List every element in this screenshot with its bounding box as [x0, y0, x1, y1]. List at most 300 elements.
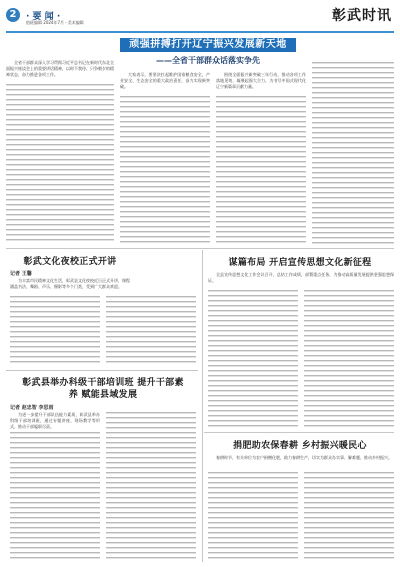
text-line — [312, 242, 394, 243]
text-line — [106, 447, 196, 448]
text-line — [208, 305, 298, 306]
text-line — [106, 361, 196, 362]
lead-headline: 顽强拼搏打开辽宁振兴发展新天地 — [120, 38, 296, 52]
text-line — [10, 532, 100, 533]
text-line — [120, 166, 210, 167]
text-line — [208, 527, 298, 528]
text-line — [216, 101, 306, 102]
text-line — [304, 380, 394, 381]
text-line — [208, 385, 298, 386]
text-line — [208, 502, 298, 503]
text-line — [6, 209, 114, 210]
text-line — [6, 84, 114, 85]
text-line — [120, 101, 210, 102]
text-line — [208, 310, 298, 311]
text-line — [312, 92, 394, 93]
text-line — [208, 487, 298, 488]
lead-paragraph: 围绕全面振兴新突破三年行动，推动各项工作落地见效，凝聚起强大合力，为书写中国式现代化辽宁新篇章贡献力量。 — [216, 72, 306, 89]
text-line — [106, 422, 196, 423]
lead-subtitle: ——全省干部群众话落实争先 — [156, 56, 260, 65]
text-line — [120, 156, 210, 157]
text-line — [6, 109, 114, 110]
text-line — [312, 167, 394, 168]
text-line — [312, 77, 394, 78]
text-line — [120, 211, 210, 212]
text-line — [10, 547, 100, 548]
text-line — [208, 537, 298, 538]
text-line — [208, 365, 298, 366]
text-line — [208, 415, 298, 416]
text-line — [6, 174, 114, 175]
text-line — [208, 375, 298, 376]
text-line — [216, 216, 306, 217]
text-line — [208, 345, 298, 346]
text-line — [106, 517, 196, 518]
text-line — [10, 361, 100, 362]
story-headline: 谋篇布局 开启宣传思想文化新征程 — [228, 258, 372, 268]
text-line — [10, 341, 100, 342]
text-line — [208, 370, 298, 371]
story-text — [208, 455, 394, 485]
text-line — [106, 502, 196, 503]
text-line — [6, 179, 114, 180]
text-line — [106, 321, 196, 322]
text-line — [216, 151, 306, 152]
text-line — [304, 537, 394, 538]
text-line — [304, 557, 394, 558]
story-text — [10, 278, 130, 318]
text-line — [106, 547, 196, 548]
text-line — [120, 96, 210, 97]
text-line — [10, 507, 100, 508]
section-title: · 要 闻 · — [26, 12, 61, 22]
text-line — [10, 477, 100, 478]
text-line — [6, 119, 114, 120]
text-line — [208, 507, 298, 508]
text-line — [10, 457, 100, 458]
text-line — [6, 94, 114, 95]
text-line — [120, 171, 210, 172]
text-line — [208, 325, 298, 326]
text-line — [216, 156, 306, 157]
text-line — [304, 507, 394, 508]
lead-paragraph: 全省干部群众深入学习贯彻习近平总书记在新时代东北全面振兴座谈会上的重要讲话精神，以时不我待、只争朝夕的精神状态，奋力推进各项工作。 — [6, 60, 114, 77]
text-line — [208, 492, 298, 493]
text-line — [304, 425, 394, 426]
text-line — [216, 126, 306, 127]
text-line — [312, 202, 394, 203]
text-line — [6, 159, 114, 160]
text-line — [6, 189, 114, 190]
text-line — [120, 161, 210, 162]
text-line — [216, 206, 306, 207]
text-line — [304, 355, 394, 356]
text-line — [208, 547, 298, 548]
text-line — [312, 102, 394, 103]
text-line — [10, 537, 100, 538]
page-number-badge: 2 — [6, 8, 20, 22]
text-line — [6, 139, 114, 140]
text-line — [106, 346, 196, 347]
text-line — [6, 199, 114, 200]
text-line — [120, 186, 210, 187]
text-line — [106, 467, 196, 468]
text-line — [6, 204, 114, 205]
story-divider — [204, 432, 394, 433]
text-line — [120, 146, 210, 147]
text-line — [10, 331, 100, 332]
text-line — [10, 467, 100, 468]
text-line — [6, 144, 114, 145]
text-line — [312, 107, 394, 108]
text-line — [304, 320, 394, 321]
text-line — [10, 522, 100, 523]
text-line — [106, 351, 196, 352]
text-line — [304, 487, 394, 488]
text-line — [208, 512, 298, 513]
text-line — [106, 356, 196, 357]
text-line — [120, 236, 210, 237]
text-line — [312, 222, 394, 223]
text-line — [106, 492, 196, 493]
text-line — [120, 116, 210, 117]
text-line — [304, 410, 394, 411]
text-line — [10, 346, 100, 347]
text-line — [208, 425, 298, 426]
text-line — [312, 112, 394, 113]
text-line — [304, 522, 394, 523]
text-line — [6, 114, 114, 115]
text-line — [208, 400, 298, 401]
text-line — [216, 131, 306, 132]
text-line — [6, 184, 114, 185]
story-byline: 记者 赵忠智 李思雨 — [10, 405, 54, 411]
text-line — [312, 212, 394, 213]
text-line — [312, 67, 394, 68]
text-line — [304, 375, 394, 376]
text-line — [10, 497, 100, 498]
text-line — [106, 452, 196, 453]
text-line — [216, 191, 306, 192]
text-line — [106, 477, 196, 478]
text-line — [6, 134, 114, 135]
text-line — [216, 186, 306, 187]
text-line — [312, 172, 394, 173]
text-line — [6, 219, 114, 220]
text-line — [106, 417, 196, 418]
text-line — [304, 405, 394, 406]
text-line — [6, 154, 114, 155]
story-text — [10, 412, 100, 452]
text-line — [120, 111, 210, 112]
text-line — [120, 231, 210, 232]
text-line — [304, 330, 394, 331]
text-line — [6, 194, 114, 195]
text-line — [120, 221, 210, 222]
editor-meta: 值班编辑 2024年7月 · 美术编辑 — [26, 20, 84, 25]
lead-paragraph: 大家表示，要坚决扛起维护国家粮食安全、产业安全、生态安全的重大政治责任，奋力实现新突破。 — [120, 72, 210, 89]
text-line — [304, 325, 394, 326]
text-line — [216, 176, 306, 177]
text-line — [312, 137, 394, 138]
text-line — [312, 182, 394, 183]
text-line — [10, 557, 100, 558]
text-line — [208, 340, 298, 341]
text-line — [208, 330, 298, 331]
text-line — [304, 492, 394, 493]
text-line — [216, 171, 306, 172]
text-line — [10, 482, 100, 483]
text-line — [304, 315, 394, 316]
text-line — [208, 542, 298, 543]
text-line — [304, 340, 394, 341]
text-line — [304, 415, 394, 416]
text-line — [120, 216, 210, 217]
text-line — [208, 410, 298, 411]
text-line — [312, 177, 394, 178]
text-line — [106, 427, 196, 428]
column-divider — [202, 250, 203, 562]
text-line — [312, 232, 394, 233]
text-line — [312, 162, 394, 163]
text-line — [10, 527, 100, 528]
text-line — [120, 201, 210, 202]
text-line — [216, 241, 306, 242]
text-line — [10, 502, 100, 503]
text-line — [312, 122, 394, 123]
text-line — [312, 142, 394, 143]
story-headline: 彰武文化夜校正式开讲 — [23, 257, 117, 267]
text-line — [6, 234, 114, 235]
text-line — [6, 129, 114, 130]
text-line — [208, 532, 298, 533]
text-line — [208, 405, 298, 406]
text-line — [120, 126, 210, 127]
text-line — [106, 552, 196, 553]
text-line — [10, 542, 100, 543]
text-line — [312, 187, 394, 188]
text-line — [106, 487, 196, 488]
text-line — [312, 237, 394, 238]
text-line — [106, 432, 196, 433]
text-line — [208, 557, 298, 558]
text-line — [304, 360, 394, 361]
text-line — [6, 124, 114, 125]
text-line — [216, 196, 306, 197]
text-line — [312, 207, 394, 208]
text-line — [216, 166, 306, 167]
text-line — [312, 227, 394, 228]
text-line — [120, 196, 210, 197]
text-line — [312, 97, 394, 98]
text-line — [216, 146, 306, 147]
text-line — [216, 136, 306, 137]
text-line — [312, 132, 394, 133]
text-line — [208, 395, 298, 396]
text-line — [216, 231, 306, 232]
text-line — [10, 321, 100, 322]
text-line — [120, 226, 210, 227]
story-paragraph: 全县宣传思想文化工作会议召开，总结工作成绩，部署重点任务，为推动高质量发展提供坚强思想保证。 — [208, 272, 394, 283]
text-line — [106, 527, 196, 528]
text-line — [10, 492, 100, 493]
text-line — [208, 497, 298, 498]
text-line — [312, 87, 394, 88]
text-line — [106, 336, 196, 337]
text-line — [216, 96, 306, 97]
text-line — [106, 442, 196, 443]
text-line — [120, 191, 210, 192]
text-line — [304, 305, 394, 306]
story-text — [208, 272, 394, 302]
text-line — [106, 522, 196, 523]
text-line — [216, 236, 306, 237]
text-line — [304, 552, 394, 553]
text-line — [106, 412, 196, 413]
text-line — [312, 152, 394, 153]
text-line — [106, 507, 196, 508]
text-line — [106, 542, 196, 543]
text-line — [10, 517, 100, 518]
text-line — [216, 106, 306, 107]
text-line — [304, 345, 394, 346]
text-line — [6, 229, 114, 230]
text-line — [208, 315, 298, 316]
text-line — [6, 239, 114, 240]
text-line — [304, 365, 394, 366]
text-line — [216, 221, 306, 222]
text-line — [304, 395, 394, 396]
text-line — [304, 335, 394, 336]
text-line — [312, 72, 394, 73]
story-paragraph: 春耕时节，有关单位为农户捐赠化肥，助力春耕生产，切实为群众办实事、解难题，推动乡村振兴。 — [216, 455, 392, 460]
text-line — [106, 537, 196, 538]
text-line — [304, 310, 394, 311]
text-line — [312, 157, 394, 158]
text-line — [6, 99, 114, 100]
text-line — [120, 181, 210, 182]
text-line — [208, 517, 298, 518]
text-line — [208, 522, 298, 523]
text-line — [312, 197, 394, 198]
text-line — [304, 400, 394, 401]
text-line — [120, 141, 210, 142]
text-line — [312, 217, 394, 218]
story-paragraph: 为进一步提升干部队伍能力素质，彰武县举办科级干部培训班，通过专题讲座、现场教学等形式，推动干部履职尽责。 — [10, 412, 100, 429]
newspaper-masthead: 彰武时讯 — [332, 8, 392, 24]
text-line — [216, 201, 306, 202]
text-line — [120, 106, 210, 107]
text-line — [208, 320, 298, 321]
text-line — [6, 224, 114, 225]
text-line — [106, 331, 196, 332]
text-line — [10, 452, 100, 453]
story-headline: 捐肥助农保春耕 乡村振兴暖民心 — [233, 441, 367, 451]
text-line — [304, 542, 394, 543]
text-line — [208, 355, 298, 356]
text-line — [216, 141, 306, 142]
text-line — [208, 350, 298, 351]
text-line — [312, 82, 394, 83]
text-line — [216, 226, 306, 227]
text-line — [10, 326, 100, 327]
text-line — [304, 350, 394, 351]
text-line — [304, 532, 394, 533]
text-line — [10, 512, 100, 513]
text-line — [120, 151, 210, 152]
text-line — [120, 131, 210, 132]
text-line — [6, 89, 114, 90]
text-line — [208, 420, 298, 421]
text-line — [304, 547, 394, 548]
text-line — [106, 512, 196, 513]
story-byline: 记者 王馨 — [10, 271, 32, 277]
text-line — [106, 462, 196, 463]
text-line — [106, 326, 196, 327]
text-line — [304, 390, 394, 391]
text-line — [10, 351, 100, 352]
text-line — [216, 121, 306, 122]
text-line — [208, 390, 298, 391]
text-line — [216, 181, 306, 182]
story-paragraph: 为丰富市民精神文化生活，彰武县文化夜校近日正式开讲，课程涵盖书法、舞蹈、声乐、摄影等多个门类，受到广大群众欢迎。 — [10, 278, 130, 289]
text-line — [208, 552, 298, 553]
text-line — [106, 532, 196, 533]
text-line — [304, 512, 394, 513]
story-headline: 彰武县举办科级干部培训班 提升干部素养 赋能县域发展 — [22, 378, 184, 400]
text-line — [312, 127, 394, 128]
text-line — [216, 116, 306, 117]
text-line — [304, 385, 394, 386]
text-line — [208, 380, 298, 381]
text-line — [304, 527, 394, 528]
text-line — [106, 472, 196, 473]
text-line — [10, 552, 100, 553]
text-line — [6, 169, 114, 170]
text-line — [312, 62, 394, 63]
story-divider — [6, 370, 198, 371]
text-line — [304, 502, 394, 503]
text-line — [6, 149, 114, 150]
text-line — [106, 497, 196, 498]
text-line — [312, 117, 394, 118]
text-line — [10, 356, 100, 357]
text-line — [312, 147, 394, 148]
text-line — [106, 341, 196, 342]
text-line — [6, 214, 114, 215]
text-line — [208, 360, 298, 361]
text-line — [10, 472, 100, 473]
text-line — [10, 487, 100, 488]
text-line — [106, 557, 196, 558]
text-line — [6, 164, 114, 165]
text-line — [216, 111, 306, 112]
text-line — [106, 457, 196, 458]
section-divider — [6, 248, 394, 249]
text-line — [120, 121, 210, 122]
text-line — [304, 370, 394, 371]
text-line — [120, 241, 210, 242]
text-line — [120, 176, 210, 177]
text-line — [6, 104, 114, 105]
text-line — [106, 482, 196, 483]
text-line — [10, 336, 100, 337]
text-line — [304, 420, 394, 421]
text-line — [120, 136, 210, 137]
text-line — [208, 335, 298, 336]
text-line — [312, 192, 394, 193]
text-line — [10, 462, 100, 463]
